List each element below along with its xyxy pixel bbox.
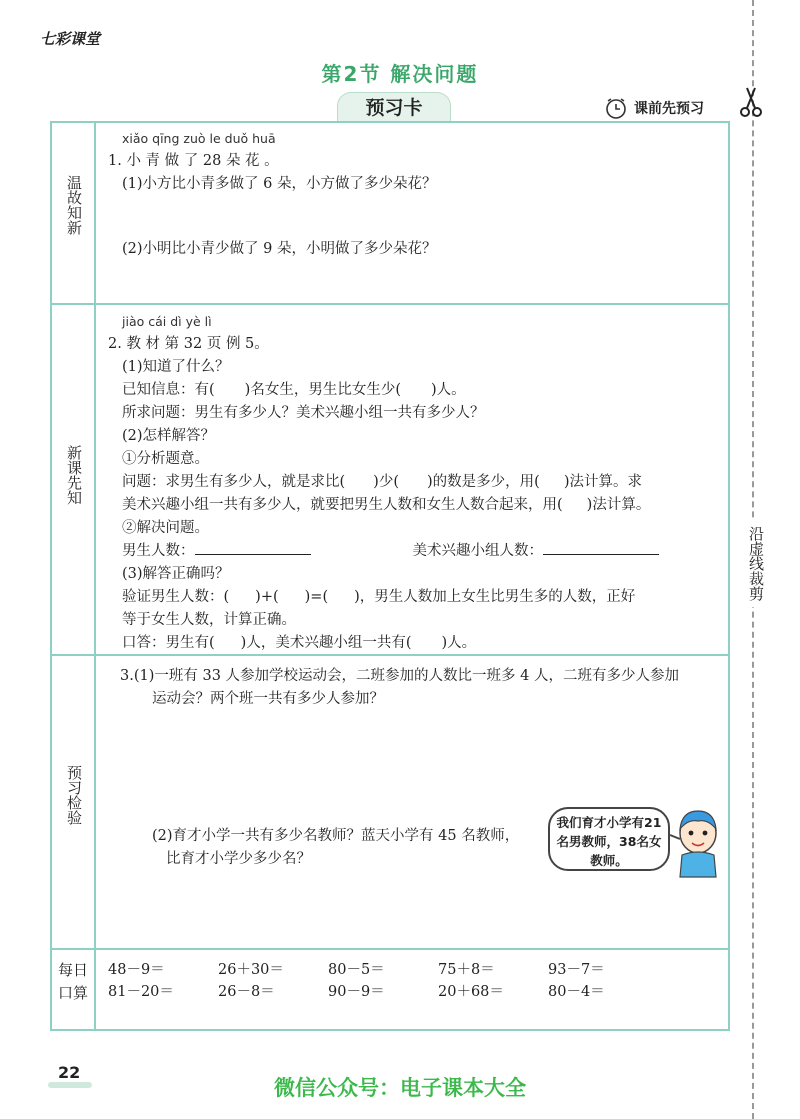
step-solve: ②解决问题。 [122, 520, 209, 536]
section-label-daily: 每日口算 [57, 961, 88, 1002]
step-check: (3)解答正确吗？ [122, 566, 230, 582]
q1-pinyin: xiǎo qīng zuò le duǒ huā [122, 131, 276, 146]
oral-answer-text: )人。 [441, 635, 477, 651]
calc-item: 75＋8＝ [438, 962, 495, 978]
row-divider [52, 303, 728, 305]
verify-text: )=( [304, 589, 329, 605]
section-title: 第2节 解决问题 [321, 62, 479, 86]
alarm-clock-icon [604, 96, 628, 120]
student-character-illustration [668, 805, 724, 879]
question-3-1: 3.(1)一班有 33 人参加学校运动会，二班参加的人数比一班多 4 人，二班有多少人参加 [120, 668, 679, 684]
step-analyze: ①分析题意。 [122, 451, 209, 467]
daily-calc-section [108, 959, 658, 1003]
question-1: 1. 小 青 做 了 28 朵 花 。 [108, 153, 279, 169]
page-number: 22 [58, 1063, 81, 1082]
oral-answer-text: )人，美术兴趣小组一共有( [240, 635, 412, 651]
section-label-check: 预习检验 [65, 765, 83, 825]
calc-item: 26－8＝ [218, 984, 275, 1000]
analysis-text: 美术兴趣小组一共有多少人，就要把男生人数和女生人数合起来，用( [122, 497, 563, 513]
scissors-icon [736, 86, 766, 118]
calc-row [108, 981, 658, 1003]
question-3-2-cont: 比育才小学少多少名？ [166, 851, 311, 867]
analysis-text: )少( [373, 474, 399, 490]
calc-item: 26＋30＝ [218, 962, 284, 978]
new-section [108, 310, 659, 655]
calc-row [108, 959, 658, 981]
verify-text: )+( [255, 589, 279, 605]
calc-item: 93－7＝ [548, 962, 605, 978]
group-count-blank[interactable] [543, 554, 659, 555]
solve-line [108, 540, 659, 563]
q2-pinyin: jiào cái dì yè lì [122, 314, 212, 329]
question-asked: 所求问题：男生有多少人？美术兴趣小组一共有多少人？ [122, 405, 485, 421]
preview-badge [604, 96, 704, 120]
analysis-text: 问题：求男生有多少人，就是求比( [122, 474, 346, 490]
question-2: 2. 教 材 第 32 页 例 5。 [108, 336, 269, 352]
verify-text: )，男生人数加上女生比男生多的人数，正好 [354, 589, 636, 605]
question-1-2: (2)小明比小青少做了 9 朵，小明做了多少朵花？ [122, 241, 437, 257]
verify-line-2: 等于女生人数，计算正确。 [122, 612, 296, 628]
verify-text: 验证男生人数：( [122, 589, 230, 605]
analysis-line-2 [108, 494, 659, 517]
boys-count-blank[interactable] [195, 554, 311, 555]
speech-bubble: 我们育才小学有21名男教师，38名女教师。 [548, 807, 670, 871]
footer-watermark: 微信公众号：电子课本大全 [274, 1076, 526, 1100]
analysis-text: )法计算。求 [563, 474, 642, 490]
label-column-divider [94, 123, 96, 1029]
known-info-text: 已知信息：有( [122, 382, 215, 398]
group-count-label: 美术兴趣小组人数： [412, 543, 543, 559]
boys-count-label: 男生人数： [122, 543, 195, 559]
calc-item: 80－4＝ [548, 984, 605, 1000]
row-divider [52, 948, 728, 950]
worksheet-frame [50, 121, 730, 1031]
known-info-text: )人。 [431, 382, 466, 398]
calc-item: 48－9＝ [108, 962, 165, 978]
step-known-heading: (1)知道了什么？ [122, 359, 230, 375]
verify-line-1 [108, 586, 659, 609]
calc-item: 80－5＝ [328, 962, 385, 978]
analysis-text: )的数是多少，用( [426, 474, 540, 490]
review-section [108, 127, 436, 261]
calc-item: 90－9＝ [328, 984, 385, 1000]
calc-item: 81－20＝ [108, 984, 174, 1000]
step-how-heading: (2)怎样解答？ [122, 428, 216, 444]
known-info-text: )名女生，男生比女生少( [244, 382, 401, 398]
oral-answer [108, 632, 659, 655]
brand-logo: 七彩课堂 [40, 30, 101, 48]
analysis-text: )法计算。 [586, 497, 651, 513]
question-1-1: (1)小方比小青多做了 6 朵，小方做了多少朵花？ [122, 176, 437, 192]
calc-item: 20＋68＝ [438, 984, 504, 1000]
known-info [108, 379, 659, 402]
preview-label: 课前先预习 [634, 101, 704, 117]
question-3-1-cont: 运动会？两个班一共有多少人参加？ [152, 691, 384, 707]
oral-answer-text: 口答：男生有( [122, 635, 215, 651]
section-label-review: 温故知新 [65, 175, 83, 235]
section-label-new: 新课先知 [65, 445, 83, 505]
analysis-line-1 [108, 471, 659, 494]
question-3-2: (2)育才小学一共有多少名教师？蓝天小学有 45 名教师， [152, 828, 520, 844]
card-title: 预习卡 [337, 92, 451, 123]
cut-line-label: 沿虚线裁剪 [736, 520, 768, 607]
daily-calc-table [108, 959, 658, 1003]
